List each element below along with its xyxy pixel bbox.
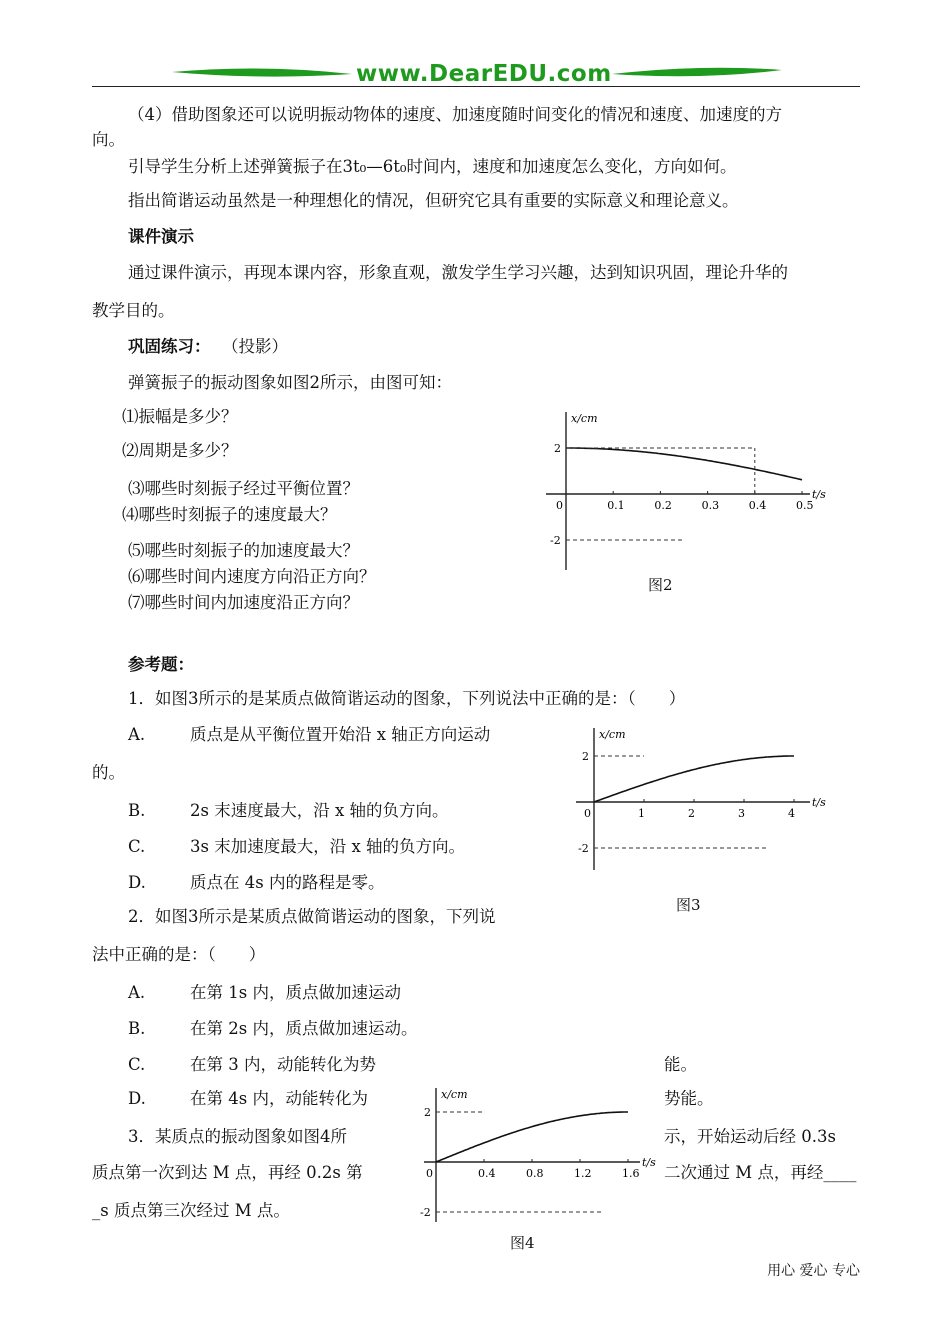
heading-practice-note: （投影）: [222, 337, 288, 356]
figure-3-chart: [570, 724, 840, 874]
x-tick-label: 0.4: [748, 499, 767, 512]
question-2: ⑵周期是多少？: [122, 441, 238, 460]
x-axis-label: t/s: [642, 1156, 656, 1169]
x-tick-label: 0.3: [701, 499, 720, 512]
ref-1d-label: D.: [128, 873, 146, 892]
question-5: ⑸哪些时刻振子的加速度最大？: [128, 541, 359, 560]
ref-2d-label: D.: [128, 1089, 146, 1108]
ref-question-3b: 质点第一次到达 M 点，再经 0.2s 第: [92, 1163, 363, 1182]
y-axis-label: x/cm: [571, 412, 598, 425]
site-logo: www.DearEDU.com: [356, 61, 612, 87]
x-tick-label: 1.2: [574, 1167, 592, 1180]
para-4b: 教学目的。: [92, 301, 175, 320]
ref-question-3c: _s 质点第三次经过 M 点。: [92, 1201, 290, 1220]
series-line: [436, 1112, 628, 1162]
ref-question-2: 2．如图3所示是某质点做简谐运动的图象，下列说: [128, 907, 496, 926]
para-5: 弹簧振子的振动图象如图2所示，由图可知：: [128, 373, 452, 392]
ref-2a: 在第 1s 内，质点做加速运动: [190, 983, 401, 1002]
ref-question-2-cont: 法中正确的是：（ ）: [92, 945, 266, 964]
x-tick-label: 0: [426, 1167, 433, 1180]
para-4a: 通过课件演示，再现本课内容，形象直观，激发学生学习兴趣，达到知识巩固，理论升华的: [128, 263, 788, 282]
ref-1b-label: B.: [128, 801, 146, 820]
x-tick-label: 0.2: [654, 499, 672, 512]
heading-courseware: 课件演示: [128, 227, 194, 246]
para-1a: （4）借助图象还可以说明振动物体的速度、加速度随时间变化的情况和速度、加速度的方: [128, 105, 782, 124]
ref-2a-label: A.: [128, 983, 146, 1002]
x-axis-label: t/s: [812, 488, 826, 501]
ref-1a-cont: 的。: [92, 763, 125, 782]
ref-1b: 2s 末速度最大，沿 x 轴的负方向。: [190, 801, 449, 820]
series-line: [566, 448, 802, 480]
series-line: [594, 756, 794, 802]
heading-reference: 参考题：: [128, 655, 194, 674]
ref-question-3b-cont: 二次通过 M 点，再经____: [664, 1163, 857, 1182]
figure-3-caption: 图3: [676, 896, 701, 914]
y-tick-label: -2: [550, 534, 561, 547]
question-3: ⑶哪些时刻振子经过平衡位置？: [128, 479, 359, 498]
ref-1a: 质点是从平衡位置开始沿 x 轴正方向运动: [190, 725, 491, 744]
x-tick-label: 0: [584, 807, 591, 820]
x-tick-label: 0.4: [478, 1167, 496, 1180]
ref-question-3a-cont: 示，开始运动后经 0.3s: [664, 1127, 836, 1146]
x-tick-label: 1.6: [622, 1167, 640, 1180]
x-tick-label: 0: [556, 499, 563, 512]
x-tick-label: 1: [638, 807, 645, 820]
figure-4-chart: [418, 1082, 668, 1224]
header-rule: [92, 86, 860, 87]
footer-slogan: 用心 爱心 专心: [767, 1263, 860, 1279]
ref-2c: 在第 3 内，动能转化为势: [190, 1055, 376, 1074]
question-1: ⑴振幅是多少？: [122, 407, 238, 426]
x-axis-label: t/s: [812, 796, 826, 809]
ref-1c-label: C.: [128, 837, 146, 856]
ref-2d-cont: 势能。: [664, 1089, 714, 1108]
question-7: ⑺哪些时间内加速度沿正方向？: [128, 593, 359, 612]
y-tick-label: 2: [582, 750, 589, 763]
ref-2c-label: C.: [128, 1055, 146, 1074]
y-tick-label: 2: [554, 442, 561, 455]
y-axis-label: x/cm: [599, 728, 626, 741]
y-tick-label: -2: [420, 1206, 431, 1219]
y-tick-label: -2: [578, 842, 589, 855]
para-3: 指出简谐运动虽然是一种理想化的情况，但研究它具有重要的实际意义和理论意义。: [128, 191, 739, 210]
x-tick-label: 0.8: [526, 1167, 544, 1180]
figure-4-caption: 图4: [510, 1234, 535, 1252]
ref-2b: 在第 2s 内，质点做加速运动。: [190, 1019, 418, 1038]
x-tick-label: 2: [688, 807, 695, 820]
ref-1a-label: A.: [128, 725, 146, 744]
figure-2-caption: 图2: [648, 576, 673, 594]
ref-question-3a: 3．某质点的振动图象如图4所: [128, 1127, 347, 1146]
x-tick-label: 0.5: [796, 499, 814, 512]
x-tick-label: 0.1: [607, 499, 625, 512]
ref-question-1: 1．如图3所示的是某质点做简谐运动的图象，下列说法中正确的是：（ ）: [128, 689, 686, 708]
ref-1c: 3s 末加速度最大，沿 x 轴的负方向。: [190, 837, 466, 856]
question-6: ⑹哪些时间内速度方向沿正方向？: [128, 567, 376, 586]
ref-1d: 质点在 4s 内的路程是零。: [190, 873, 385, 892]
para-1b: 向。: [92, 130, 125, 149]
question-4: ⑷哪些时刻振子的速度最大？: [122, 505, 337, 524]
ref-2b-label: B.: [128, 1019, 146, 1038]
heading-practice: 巩固练习：: [128, 337, 211, 356]
para-2: 引导学生分析上述弹簧振子在3t₀—6t₀时间内，速度和加速度怎么变化，方向如何。: [128, 157, 737, 176]
ref-2c-cont: 能。: [664, 1055, 697, 1074]
x-tick-label: 4: [788, 807, 795, 820]
ref-2d: 在第 4s 内，动能转化为: [190, 1089, 368, 1108]
figure-2-chart: [540, 402, 840, 572]
y-axis-label: x/cm: [441, 1088, 468, 1101]
x-tick-label: 3: [738, 807, 745, 820]
y-tick-label: 2: [424, 1106, 431, 1119]
